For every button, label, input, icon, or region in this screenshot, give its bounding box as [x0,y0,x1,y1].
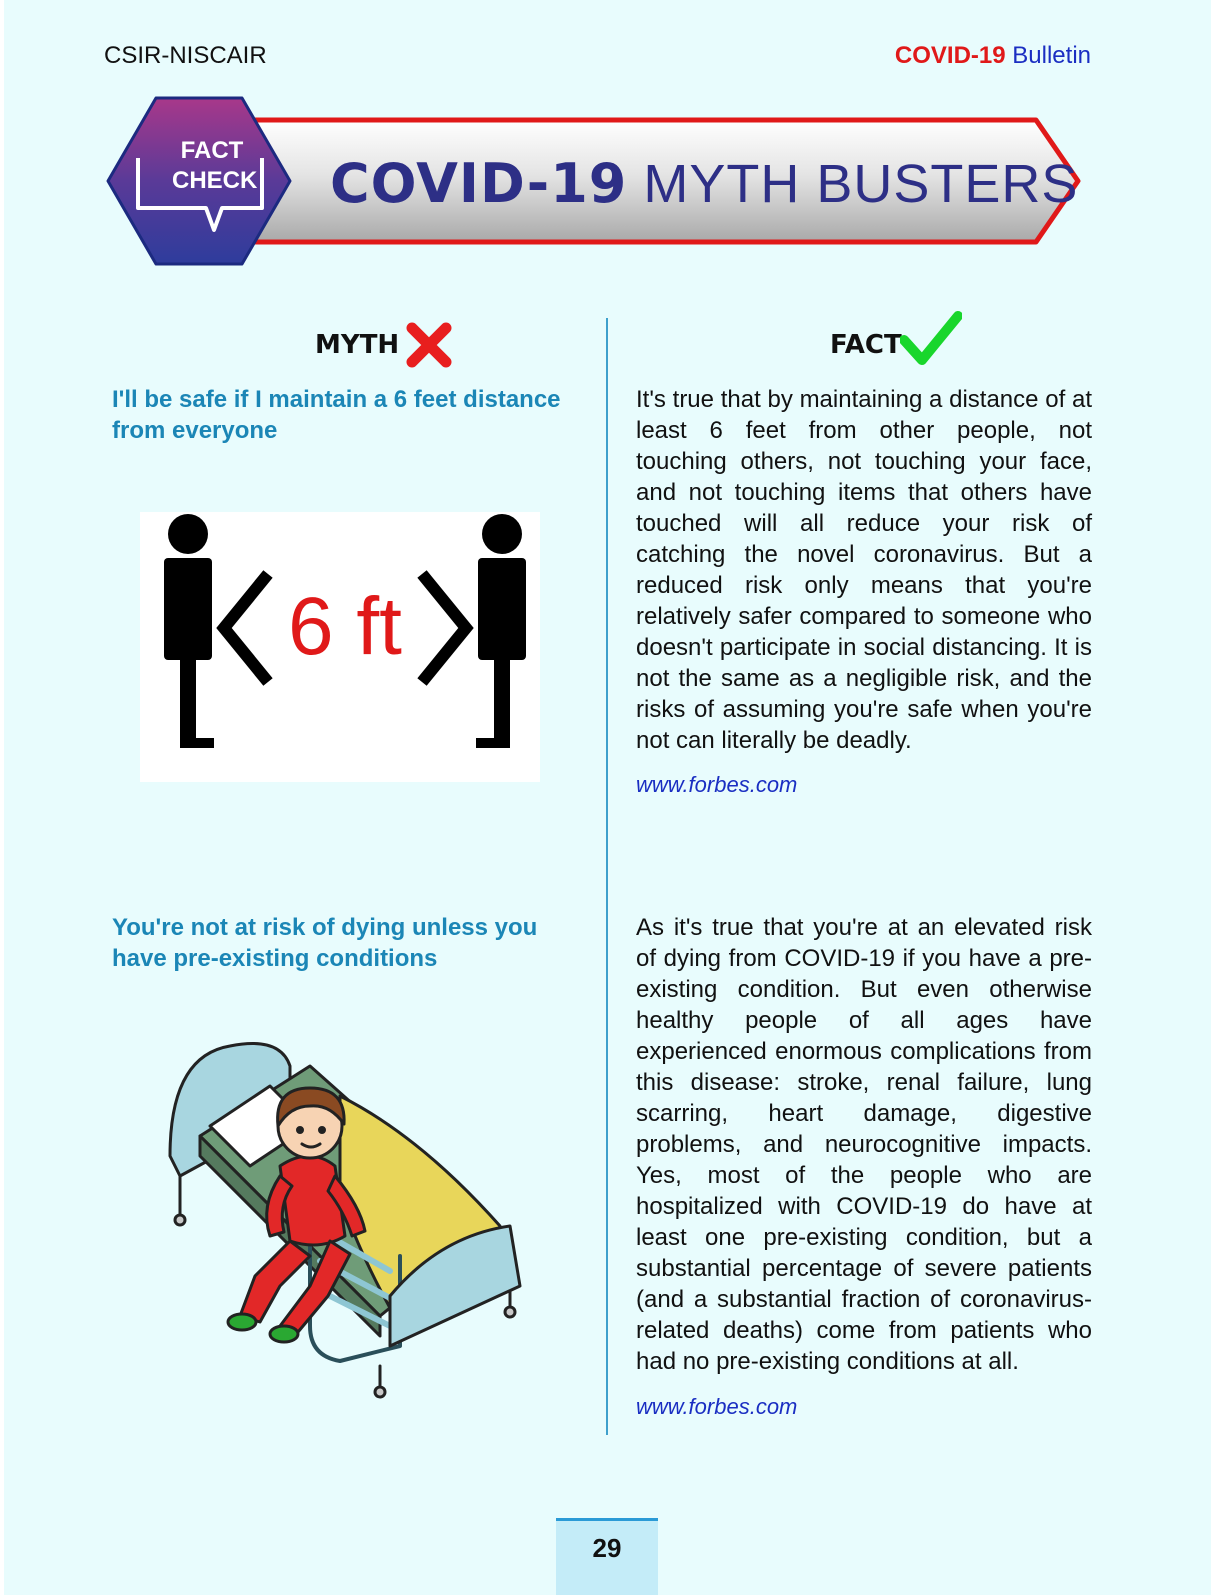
hospital-bed-illustration [160,1026,540,1406]
red-x-icon [406,322,452,368]
green-check-icon [900,310,962,366]
myth-statement-2: You're not at risk of dying unless you have pre-existing conditions [112,914,538,972]
page-edge [0,0,4,1595]
six-feet-label: 6 ft [288,581,402,672]
source-link-2[interactable]: www.forbes.com [636,1394,798,1419]
bulletin-suffix: Bulletin [1012,42,1091,69]
myth-statement-1: I'll be safe if I maintain a 6 feet distance from everyone [112,386,561,444]
fact-check-badge [172,136,258,196]
column-divider [606,318,608,1435]
bulletin-prefix: COVID-19 [894,42,1006,69]
fact-statement-1: It's true that by maintaining a distance of at least 6 feet from other people, not touching others, not touching your face, and not touching items that others have touched will all reduce your risk of catching the novel coronavirus. But a reduced risk only means that you're relatively safer compared to someone who doesn't participate in social distancing. It is not the same as a negligible risk, and the risks of assuming you're safe when you're not can literally be deadly. [636,386,1092,754]
six-feet-distance-illustration [140,512,540,782]
bulletin-title [895,42,1091,70]
fact-statement-2: As it's true that you're at an elevated risk of dying from COVID-19 if you have a pre-existing condition. But even otherwise healthy people of all ages have experienced enormous complications from this disease: stroke, renal failure, lung scarring, heart damage, digestive problems, and neurocognitive impacts. Yes, most of the people who are hospitalized with COVID-19 do have at least one pre-existing condition, but a substantial percentage of severe patients (and a substantial fraction of coronavirus-related deaths) come from patients who had no pre-existing conditions at all. [636,914,1092,1375]
page-title [330,152,1078,215]
fact-heading: FACT [830,330,902,360]
page-number: 29 [592,1533,622,1563]
source-link-1[interactable]: www.forbes.com [636,772,798,797]
badge-line-1: FACT [180,137,244,164]
page-number-box [556,1518,658,1595]
publisher-name: CSIR-NISCAIR [104,42,267,69]
page-title-rest: MYTH BUSTERS [643,154,1079,214]
myth-heading: MYTH [315,330,400,360]
page-title-bold: COVID-19 [330,152,628,215]
badge-line-2: CHECK [172,167,258,194]
